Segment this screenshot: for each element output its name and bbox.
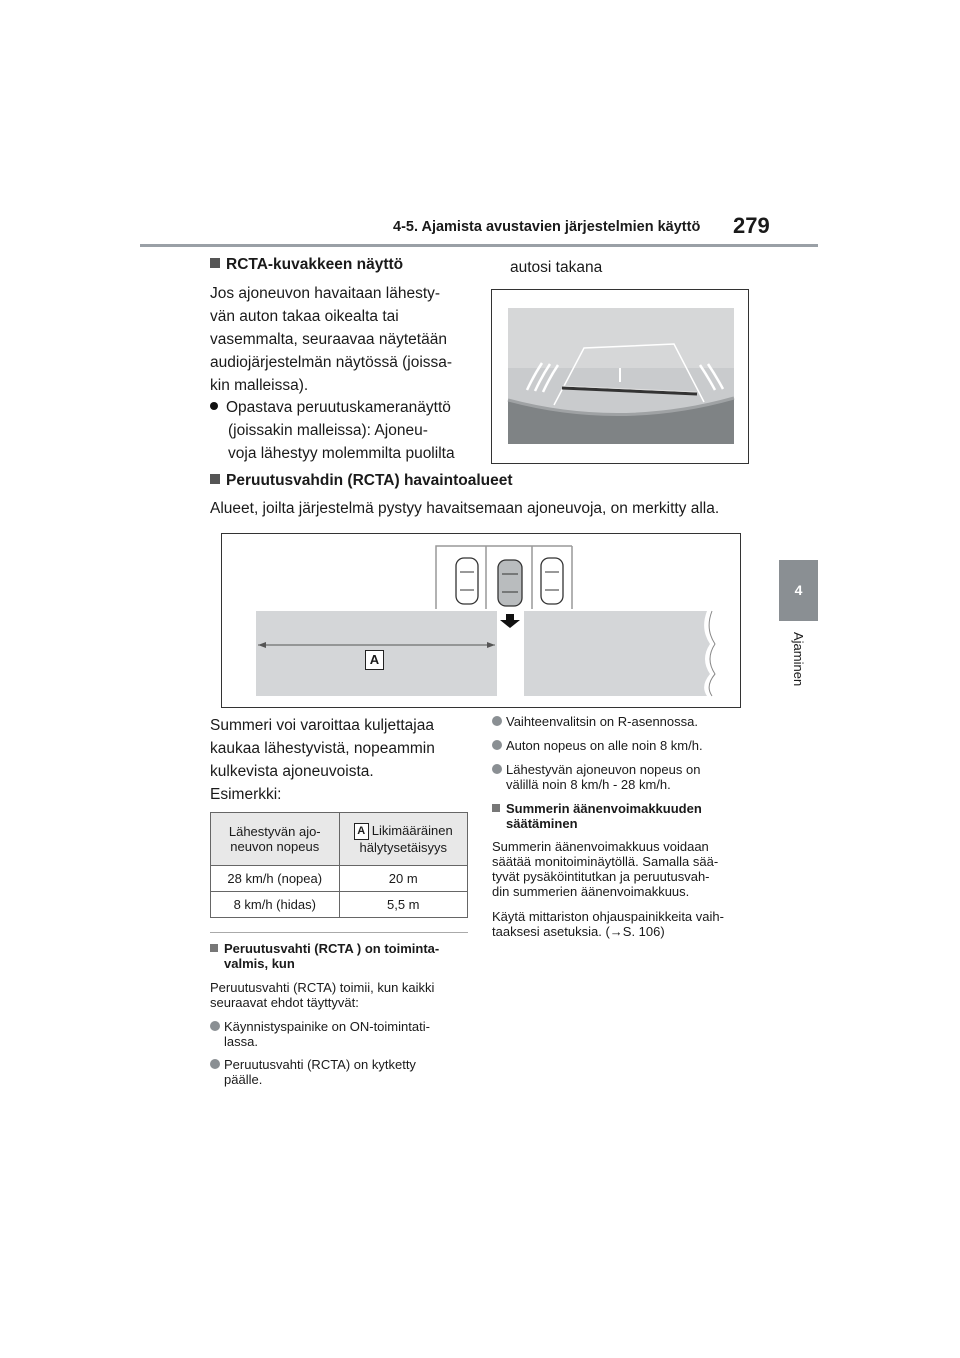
operation-bullet-2: Peruutusvahti (RCTA) on kytketty päälle. [210,1057,470,1087]
operation-paragraph: Peruutusvahti (RCTA) toimii, kun kaikki seuraavat ehdot täyttyvät: [210,980,435,1010]
rcta-icon-bullet-continuation: autosi takana [510,259,603,276]
volume-paragraph-2: Käytä mittariston ohjauspainikkeita vaih- taaksesi asetuksia. (→S. 106) [492,909,724,939]
detection-area-figure [221,533,741,708]
chapter-label: Ajaminen [791,632,806,687]
bullet-icon [492,716,502,726]
table-header-row [211,813,468,866]
detection-heading: Peruutusvahdin (RCTA) havaintoalueet [210,472,513,490]
heading-square-icon [210,944,218,952]
volume-heading: Summerin äänenvoimakkuuden säätäminen [492,801,762,831]
table-header-distance: A Likimääräinen hälytysetäisyys [339,813,468,866]
distance-table [210,812,468,918]
detection-area-illustration [222,534,740,707]
bullet-icon [492,740,502,750]
condition-bullet-3: Lähestyvän ajoneuvon nopeus on välillä noin 8 km/h - 28 km/h. [492,762,762,792]
header-divider [140,244,818,247]
bullet-icon [492,764,502,774]
bullet-icon [210,1021,220,1031]
section-divider [210,932,468,933]
volume-paragraph: Summerin äänenvoimakkuus voidaan säätää monitoiminäytöllä. Samalla sää- tyvät pysäköintitutkan ja peruutusvah- din summerien äänenvoimakkuus. [492,839,719,899]
table-row: 28 km/h (nopea) 20 m [211,866,468,892]
heading-square-icon [210,474,220,484]
page-number: 279 [733,213,770,238]
area-a-label: A [365,650,384,670]
condition-bullet-2: Auton nopeus on alle noin 8 km/h. [492,738,762,753]
camera-view-illustration [492,290,748,463]
heading-square-icon [492,804,500,812]
chapter-tab: 4 [779,560,818,621]
camera-screen-figure [491,289,749,464]
bullet-icon [210,402,218,410]
buzzer-paragraph: Summeri voi varoittaa kuljettajaa kaukaa lähestyvistä, nopeammin kulkevista ajoneuvoista. [210,717,435,780]
detection-paragraph: Alueet, joilta järjestelmä pystyy havaitsemaan ajoneuvoja, on merkitty alla. [210,500,720,517]
heading-square-icon [210,258,220,268]
example-label: Esimerkki: [210,786,282,803]
table-header-speed: Lähestyvän ajo- neuvon nopeus [211,813,340,866]
operation-bullet-1: Käynnistyspainike on ON-toimintati- lassa. [210,1019,470,1049]
bullet-icon [210,1059,220,1069]
condition-bullet-1: Vaihteenvalitsin on R-asennossa. [492,714,762,729]
section-title: 4-5. Ajamista avustavien järjestelmien käyttö [393,219,701,235]
rcta-icon-paragraph: Jos ajoneuvon havaitaan lähesty- vän auton takaa oikealta tai vasemmalta, seuraavaa näytetään audiojärjestelmän näytössä (joissa- kin malleissa). [210,285,453,394]
operation-heading: Peruutusvahti (RCTA ) on toiminta- valmis, kun [210,941,470,971]
rcta-icon-bullet: Opastava peruutuskameranäyttö (joissakin malleissa): Ajoneu- voja lähestyy molemmilta puolilta [210,396,485,465]
rcta-icon-heading: RCTA-kuvakkeen näyttö [210,256,403,274]
table-row: 8 km/h (hidas) 5,5 m [211,892,468,918]
